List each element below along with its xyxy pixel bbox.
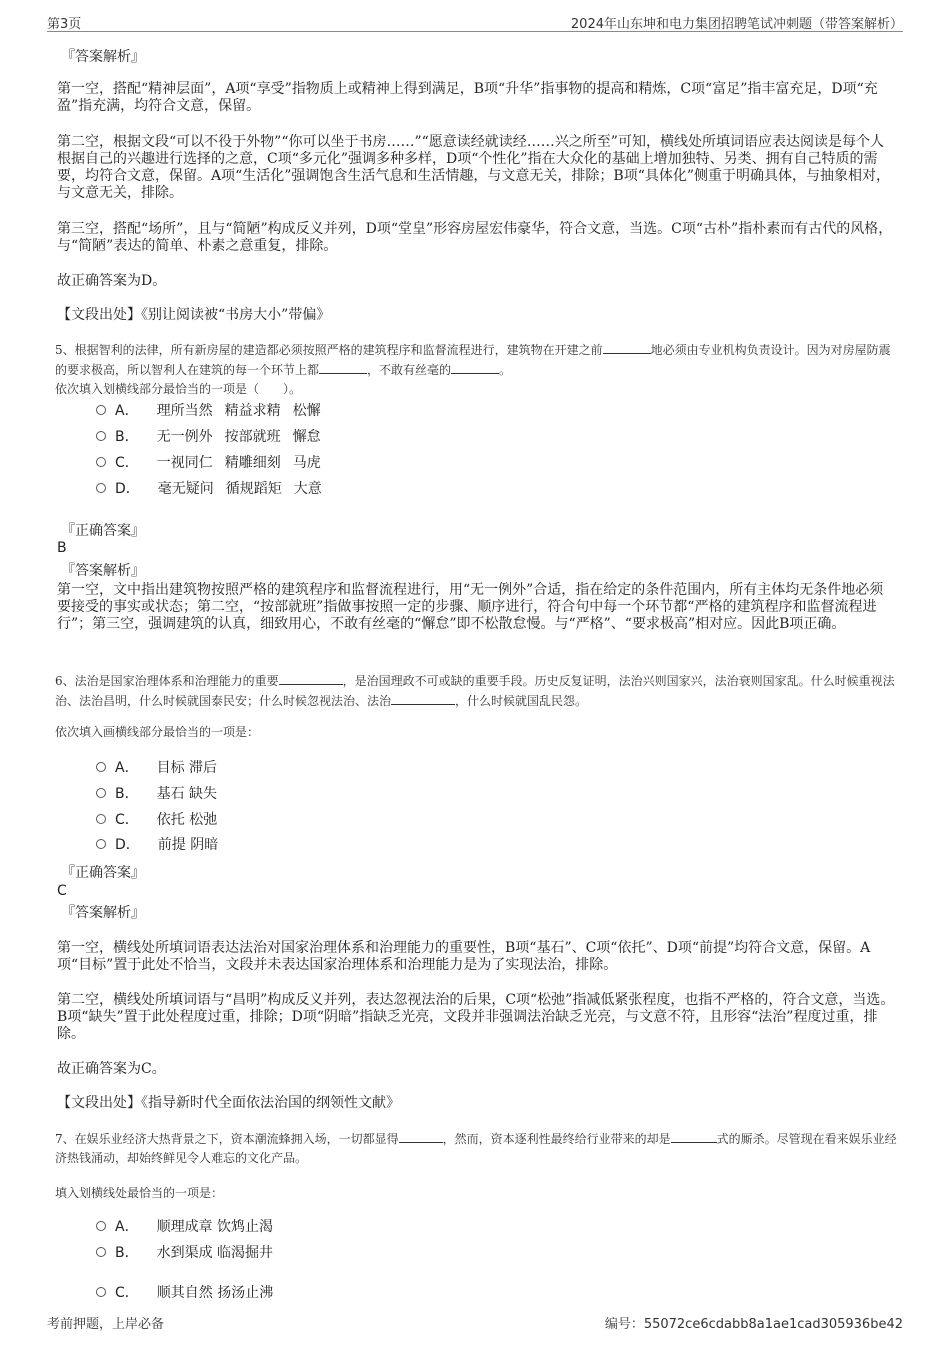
q7-prompt: 填入划横线处最恰当的一项是： <box>55 1186 224 1200</box>
q6-option-c[interactable] <box>96 810 217 830</box>
option-word: 前提 阴暗 <box>157 837 219 853</box>
radio-icon[interactable] <box>96 431 106 441</box>
q6-analysis-label: 『答案解析』 <box>61 905 145 921</box>
option-letter: C． <box>115 455 139 471</box>
q6-blank-1 <box>279 671 343 685</box>
q7-blank-1 <box>399 1129 443 1143</box>
q4-analysis-label: 『答案解析』 <box>61 49 145 65</box>
radio-icon[interactable] <box>96 483 106 493</box>
q6-conclusion: 故正确答案为C。 <box>57 1061 166 1077</box>
q5-option-d[interactable] <box>96 479 322 499</box>
option-letter: A． <box>115 403 139 419</box>
radio-icon[interactable] <box>96 788 106 798</box>
option-word: 顺理成章 饮鸩止渴 <box>156 1219 274 1235</box>
footer-slogan: 考前押题，上岸必备 <box>47 1317 165 1332</box>
q5-prompt: 依次填入划横线部分最恰当的一项是（ ）。 <box>55 382 302 396</box>
q7-option-c[interactable] <box>96 1283 273 1303</box>
option-word: 松懈 <box>292 403 321 419</box>
q6-stem-part-2: ，是治国理政不可或缺的重要手段。历史反复证明，法治兴则国家兴，法治衰则国家乱。什么时候重视法治、法治昌明，什么时候就国泰民安；什么时候忽视法治、法治 <box>55 674 895 708</box>
q7-stem-part-3: 式的厮杀。尽管现在看来娱乐业经济热钱涌动，却始终鲜见令人难忘的文化产品。 <box>55 1132 897 1165</box>
option-word: 基石 缺失 <box>156 786 218 802</box>
q4-analysis-para-3: 第三空，搭配“场所”，且与“简陋”构成反义并列，D项“堂皇”形容房屋宏伟豪华，符合文意，当选。C项“古朴”指朴素而有古代的风格，与“简陋”表达的简单、朴素之意重复，排除。 <box>57 221 893 254</box>
q5-blank-3 <box>451 360 499 374</box>
radio-icon[interactable] <box>96 814 106 824</box>
q6-prompt: 依次填入画横线部分最恰当的一项是： <box>55 725 260 739</box>
page-footer <box>47 1313 903 1332</box>
option-word: 顺其自然 扬汤止沸 <box>156 1285 274 1301</box>
radio-icon[interactable] <box>96 1221 106 1231</box>
q6-blank-2 <box>391 691 455 705</box>
q6-option-a[interactable] <box>96 758 217 778</box>
option-word: 循规蹈矩 <box>225 481 282 497</box>
q5-analysis-label: 『答案解析』 <box>61 563 145 579</box>
option-letter: A． <box>115 1219 139 1235</box>
q7-stem-part-1: 7、在娱乐业经济大热背景之下，资本潮流蜂拥入场，一切都显得 <box>55 1132 399 1146</box>
option-word: 理所当然 <box>156 403 213 419</box>
q6-analysis-para-1: 第一空，横线处所填词语表达法治对国家治理体系和治理能力的重要性，B项“基石”、C项“依托”、D项“前提”均符合文意，保留。A项“目标”置于此处不恰当，文段并未表达国家治理体系和治理能力是为了实现法治，排除。 <box>57 940 871 973</box>
q5-stem-part-2: 地必须由专业机构负责设计。因为对房屋防震的要求极高，所以智利人在建筑的每一个环节上都 <box>55 343 891 377</box>
option-letter: B． <box>115 786 139 802</box>
option-word: 水到渠成 临渴掘井 <box>156 1245 274 1261</box>
option-letter: C． <box>115 812 139 828</box>
q7-blank-2 <box>671 1129 717 1143</box>
radio-icon[interactable] <box>96 762 106 772</box>
radio-icon[interactable] <box>96 405 106 415</box>
option-word: 马虎 <box>292 455 321 471</box>
q6-stem-part-1: 6、法治是国家治理体系和治理能力的重要 <box>55 674 279 688</box>
q4-source: 【文段出处】《别让阅读被“书房大小”带偏》 <box>57 307 331 323</box>
radio-icon[interactable] <box>96 457 106 467</box>
q5-option-a[interactable] <box>96 401 321 421</box>
q5-stem-part-4: 。 <box>499 363 512 377</box>
q7-stem <box>55 1129 897 1168</box>
page-number: 第3页 <box>47 17 82 32</box>
option-word: 无一例外 <box>156 429 213 445</box>
q6-stem <box>55 671 897 711</box>
q6-stem-part-3: ，什么时候就国乱民怨。 <box>455 694 588 708</box>
q7-option-b[interactable] <box>96 1243 273 1263</box>
option-letter: B． <box>115 1245 139 1261</box>
document-title: 2024年山东坤和电力集团招聘笔试冲刺题（带答案解析） <box>570 17 903 32</box>
q7-stem-part-2: ，然而，资本逐利性最终给行业带来的却是 <box>442 1132 671 1146</box>
q5-stem <box>55 340 897 380</box>
footer-serial: 编号：55072ce6cdabb8a1ae1cad305936be42 <box>604 1317 903 1332</box>
option-word: 精益求精 <box>224 403 281 419</box>
option-word: 懈怠 <box>292 429 321 445</box>
radio-icon[interactable] <box>96 1247 106 1257</box>
q6-correct-label: 『正确答案』 <box>61 865 145 881</box>
option-word: 毫无疑问 <box>157 481 214 497</box>
option-letter: D． <box>115 481 140 497</box>
q4-analysis-para-2: 第二空，根据文段“可以不役于外物”“你可以坐于书房……”“愿意读经就读经……兴之所至”可知，横线处所填词语应表达阅读是每个人根据自己的兴趣进行选择的之意，C项“多元化”强调多种多样，D项“个性化”指在大众化的基础上增加独特、另类、拥有自己特质的需要，均符合文意，保留。A项“生活化”强调饱含生活气息和生活情趣，与文意无关，排除；B项“具体化”侧重于明确具体，与抽象相对，与文意无关，排除。 <box>57 134 891 201</box>
option-word: 按部就班 <box>224 429 281 445</box>
option-letter: A． <box>115 760 139 776</box>
radio-icon[interactable] <box>96 1287 106 1297</box>
q5-option-b[interactable] <box>96 427 321 447</box>
q5-blank-2 <box>319 360 367 374</box>
q7-option-a[interactable] <box>96 1217 273 1237</box>
q6-analysis-para-2: 第二空，横线处所填词语与“昌明”构成反义并列，表达忽视法治的后果，C项“松弛”指减低紧张程度，也指不严格的，符合文意，当选。B项“缺失”置于此处程度过重，排除；D项“阴暗”指缺乏光亮，文段并非强调法治缺乏光亮，与文意不符，且形容“法治”程度过重，排除。 <box>57 992 895 1042</box>
option-word: 精雕细刻 <box>224 455 281 471</box>
q4-conclusion: 故正确答案为D。 <box>57 273 167 289</box>
radio-icon[interactable] <box>96 839 106 849</box>
q6-correct-answer: C <box>57 883 67 899</box>
q5-correct-answer: B <box>57 540 67 556</box>
q5-blank-1 <box>603 340 651 354</box>
q5-analysis: 第一空，文中指出建筑物按照严格的建筑程序和监督流程进行，用“无一例外”合适，指在给定的条件范围内，所有主体均无条件地必须要接受的事实或状态；第二空，“按部就班”指做事按照一定的步骤、顺序进行，符合句中每一个环节都“严格的建筑程序和监督流程进行”；第三空，强调建筑的认真，细致用心，不敢有丝毫的“懈怠”即不松散怠慢。与“严格”、“要求极高”相对应。因此B项正确。 <box>57 582 884 632</box>
option-word: 依托 松弛 <box>156 812 218 828</box>
option-letter: D． <box>115 837 140 853</box>
option-letter: C． <box>115 1285 139 1301</box>
option-word: 大意 <box>293 481 322 497</box>
q4-analysis-para-1: 第一空，搭配“精神层面”，A项“享受”指物质上或精神上得到满足，B项“升华”指事物的提高和精炼，C项“富足”指丰富充足，D项“充盈”指充满，均符合文意，保留。 <box>57 81 878 114</box>
option-letter: B． <box>115 429 139 445</box>
q6-option-d[interactable] <box>96 835 218 855</box>
q5-correct-label: 『正确答案』 <box>61 523 145 539</box>
q5-option-c[interactable] <box>96 453 321 473</box>
option-word: 一视同仁 <box>156 455 213 471</box>
q6-source: 【文段出处】《指导新时代全面依法治国的纲领性文献》 <box>57 1095 400 1111</box>
q6-option-b[interactable] <box>96 784 217 804</box>
option-word: 目标 滞后 <box>156 760 218 776</box>
q5-stem-part-1: 5、根据智利的法律，所有新房屋的建造都必须按照严格的建筑程序和监督流程进行，建筑物在开建之前 <box>55 343 603 357</box>
q5-stem-part-3: ，不敢有丝毫的 <box>367 363 452 377</box>
